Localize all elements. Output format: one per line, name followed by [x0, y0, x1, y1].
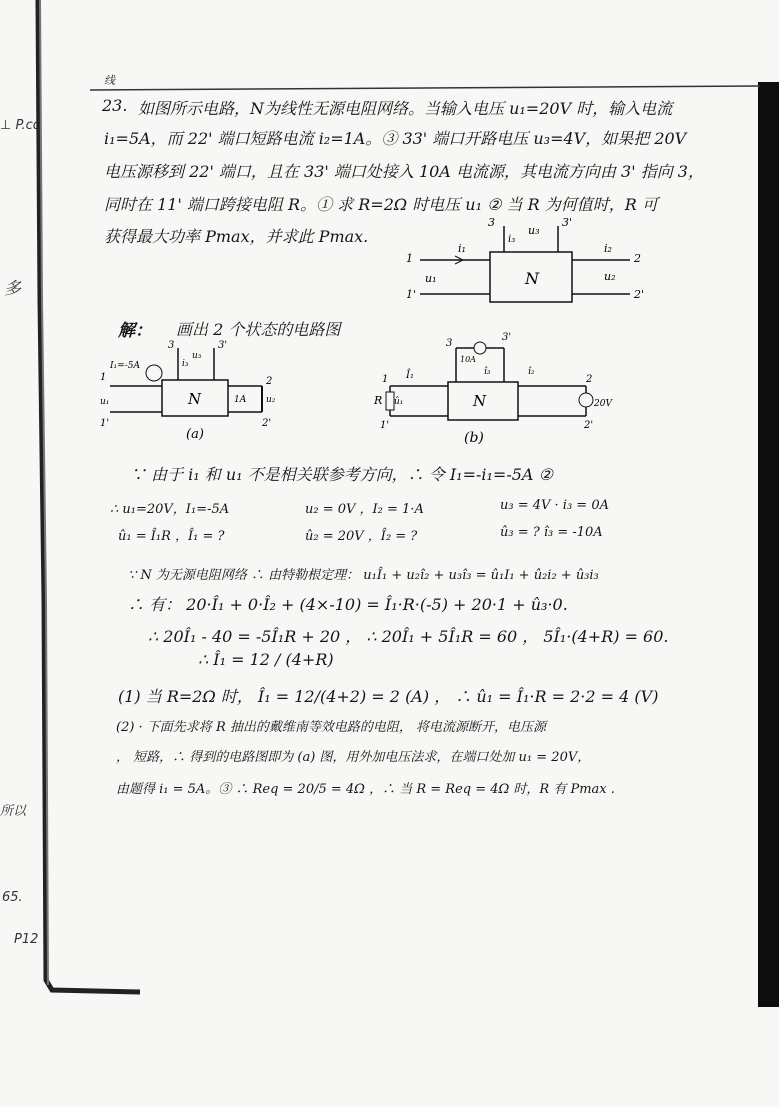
circuit-a-port-1: 1: [100, 372, 107, 383]
margin-note-mid: 多: [4, 279, 21, 299]
solution-line-9: (2) · 下面先求将 R 抽出的戴维南等效电路的电阻， 将电流源断开，电压源: [116, 720, 546, 735]
circuit-a-u2: u₂: [266, 395, 276, 405]
circuit-b-port-1: 1: [382, 374, 389, 385]
circuit-a-n: N: [188, 390, 202, 408]
circuit-a-port-3: 3: [168, 340, 175, 351]
main-circuit-diagram: [400, 212, 660, 312]
main-port-2b: 2': [634, 288, 645, 301]
problem-line-2: i₁=5A，而 22' 端口短路电流 i₂=1A。③ 33' 端口开路电压 u₃=4V，如果把 20V: [104, 129, 687, 148]
circuit-b-caption: (b): [464, 430, 484, 446]
circuit-b-resistor: R: [374, 394, 383, 407]
solution-line-3a: û₁ = Î₁R ，Î₁ = ?: [118, 529, 225, 544]
solution-line-5: ∴ 有： 20·Î₁ + 0·Î₂ + (4×-10) = Î₁·R·(-5) + 20·1 + û₃·0.: [128, 595, 568, 614]
circuit-a-I1: I₁=-5A: [110, 361, 140, 371]
main-u3: u₃: [528, 224, 540, 237]
circuit-b-u1: û₁: [394, 397, 404, 407]
circuit-b-port-3b: 3': [502, 332, 512, 343]
circuit-a-i3: i₃: [182, 359, 189, 369]
solution-line-10: ， 短路，∴ 得到的电路图即为 (a) 图，用外加电压法求，在端口处加 u₁ = 20V，: [116, 750, 591, 765]
main-i1: i₁: [458, 242, 466, 255]
circuit-b-i3: î₃: [484, 367, 491, 377]
circuit-b-port-2: 2: [586, 374, 593, 385]
circuit-b-voltage: 20V: [594, 399, 612, 409]
main-u1: u₁: [425, 272, 437, 285]
main-i3: i₃: [508, 234, 516, 245]
solution-line-7: ∴ Î₁ = 12 / (4+R): [198, 650, 334, 669]
margin-note-bottom-b: 65.: [2, 890, 23, 905]
solution-line-3c: û₃ = ? î₃ = -10A: [500, 525, 603, 540]
solution-heading: 解：: [118, 321, 152, 341]
circuit-b-port-2b: 2': [584, 420, 594, 431]
circuit-b-port-1b: 1': [380, 420, 390, 431]
circuit-a-u1: u₁: [100, 397, 110, 407]
solution-line-3b: û₂ = 20V ，Î₂ = ?: [305, 529, 418, 544]
circuit-a-u3: u₃: [192, 351, 202, 361]
solution-line-2b: u₂ = 0V ，I₂ = 1·A: [305, 502, 424, 517]
problem-number: 23.: [102, 96, 128, 115]
solution-line-4: ∵ N 为无源电阻网络 ∴ 由特勒根定理： u₁Î₁ + u₂î₂ + u₃î₃ = û₁I₁ + û₂i₂ + û₃i₃: [128, 568, 599, 583]
circuit-a-port-2b: 2': [262, 418, 272, 429]
problem-line-5: 获得最大功率 Pmax，并求此 Pmax.: [104, 227, 369, 246]
main-port-2: 2: [634, 252, 641, 265]
problem-line-3: 电压源移到 22' 端口，且在 33' 端口处接入 10A 电流源，其电流方向由 3' 指向 3，: [104, 162, 704, 181]
circuit-a-port-1b: 1': [100, 418, 110, 429]
circuit-a-diagram: [96, 340, 296, 450]
solution-line-11: 由题得 i₁ = 5A。③ ∴ Req = 20/5 = 4Ω ，∴ 当 R = Req = 4Ω 时，R 有 Pmax .: [116, 782, 615, 797]
circuit-a-caption: (a): [186, 427, 204, 442]
margin-note-bottom-a: 所以: [0, 804, 27, 819]
circuit-b-I1: Î₁: [406, 370, 414, 381]
main-u2: u₂: [604, 270, 616, 283]
circuit-b-diagram: [372, 332, 622, 452]
main-port-1: 1: [406, 252, 413, 265]
main-port-3: 3: [488, 216, 495, 229]
solution-line-1: ∵ 由于 i₁ 和 u₁ 不是相关联参考方向，∴ 令 I₁=-i₁=-5A ②: [130, 465, 553, 484]
solution-line-2c: u₃ = 4V · i₃ = 0A: [500, 498, 609, 513]
main-n-label: N: [525, 269, 539, 288]
circuit-a-i2: 1A: [234, 395, 247, 405]
solution-line-6: ∴ 20Î₁ - 40 = -5Î₁R + 20 ， ∴ 20Î₁ + 5Î₁R = 60 ， 5Î₁·(4+R) = 60.: [148, 627, 669, 646]
solution-line-2a: ∴ u₁=20V，I₁=-5A: [110, 502, 230, 517]
main-port-1b: 1': [406, 288, 417, 301]
page-number: P12: [14, 932, 39, 947]
circuit-b-port-3: 3: [446, 338, 453, 349]
main-port-3b: 3': [562, 216, 573, 229]
circuit-b-i2: î₂: [528, 367, 535, 377]
circuit-b-current-source: 10A: [460, 355, 476, 364]
main-i2: i₂: [604, 242, 612, 255]
circuit-a-port-2: 2: [266, 376, 273, 387]
circuit-b-n: N: [473, 392, 487, 410]
problem-tag: 线: [104, 74, 115, 87]
problem-line-4: 同时在 11' 端口跨接电阻 R。① 求 R=2Ω 时电压 u₁ ② 当 R 为何值时，R 可: [104, 195, 658, 214]
margin-note-top: ⊥ P.co: [0, 118, 41, 133]
solution-line-8: (1) 当 R=2Ω 时， Î₁ = 12/(4+2) = 2 (A) ， ∴ û₁ = Î₁·R = 2·2 = 4 (V): [118, 687, 659, 706]
circuit-a-port-3b: 3': [218, 340, 228, 351]
solution-heading-text: 画出 2 个状态的电路图: [176, 320, 341, 339]
problem-line-1: 如图所示电路，N为线性无源电阻网络。当输入电压 u₁=20V 时，输入电流: [138, 99, 673, 118]
